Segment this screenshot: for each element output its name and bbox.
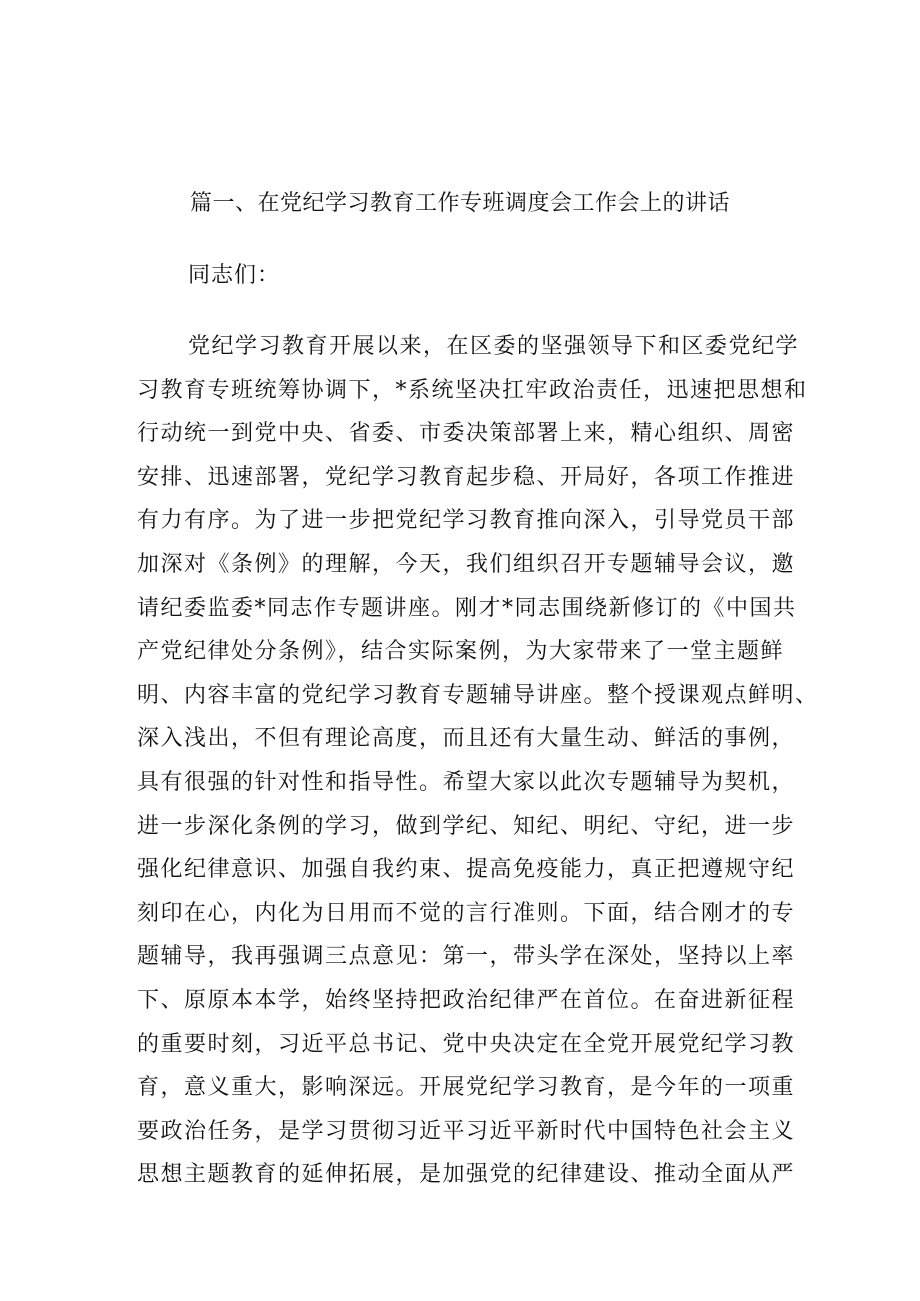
salutation: 同志们： [188,263,281,288]
body-line: 题辅导，我再强调三点意见：第一，带头学在深处，坚持以上率 [137,944,796,970]
body-line: 加深对《条例》的理解，今天，我们组织召开专题辅导会议，邀 [137,552,796,577]
body-line: 习教育专班统筹协调下，*系统坚决扛牢政治责任，迅速把思想和 [137,377,808,403]
body-line: 要政治任务，是学习贯彻习近平习近平新时代中国特色社会主义 [137,1118,796,1144]
body-line: 请纪委监委*同志作专题讲座。刚才*同志围绕新修订的《中国共 [137,595,797,621]
document-title: 篇一、在党纪学习教育工作专班调度会工作会上的讲话 [189,191,730,216]
body-line: 明、内容丰富的党纪学习教育专题辅导讲座。整个授课观点鲜明、 [137,682,819,708]
body-line: 进一步深化条例的学习，做到学纪、知纪、明纪、守纪，进一步 [137,813,796,839]
body-line: 的重要时刻，习近平总书记、党中央决定在全党开展党纪学习教 [137,1031,796,1057]
body-line: 育，意义重大，影响深远。开展党纪学习教育，是今年的一项重 [137,1075,796,1101]
body-line: 党纪学习教育开展以来，在区委的坚强领导下和区委党纪学 [188,334,800,359]
body-line: 思想主题教育的延伸拓展，是加强党的纪律建设、推动全面从严 [137,1162,796,1188]
body-line: 刻印在心，内化为日用而不觉的言行准则。下面，结合刚才的专 [137,900,796,926]
body-line: 产党纪律处分条例》，结合实际案例，为大家带来了一堂主题鲜 [137,639,785,665]
body-line: 安排、迅速部署，党纪学习教育起步稳、开局好，各项工作推进 [137,464,796,490]
body-line: 强化纪律意识、加强自我约束、提高免疫能力，真正把遵规守纪 [137,857,796,883]
body-line: 下、原原本本学，始终坚持把政治纪律严在首位。在奋进新征程 [137,988,796,1013]
body-line: 有力有序。为了进一步把党纪学习教育推向深入，引导党员干部 [137,508,796,534]
body-line: 具有很强的针对性和指导性。希望大家以此次专题辅导为契机， [137,770,796,795]
body-line: 深入浅出，不但有理论高度，而且还有大量生动、鲜活的事例， [137,726,796,752]
body-line: 行动统一到党中央、省委、市委决策部署上来，精心组织、周密 [137,421,796,447]
